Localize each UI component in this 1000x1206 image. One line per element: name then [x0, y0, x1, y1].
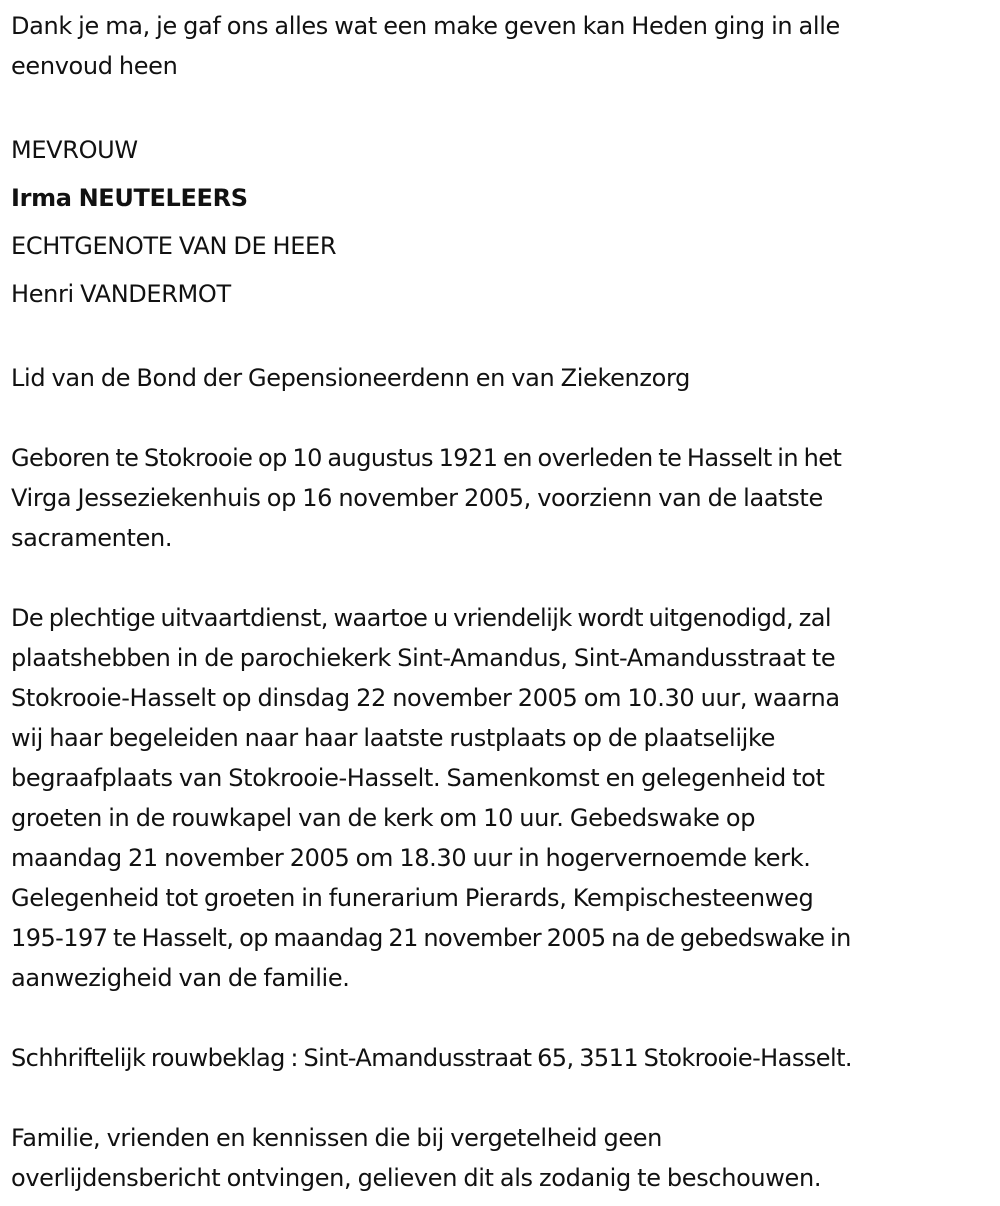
deceased-relation: ECHTGENOTE VAN DE HEER	[11, 232, 337, 260]
membership-paragraph	[11, 358, 996, 398]
service-line-5: begraafplaats van Stokrooie-Hasselt. Samenkomst en gelegenheid tot	[11, 764, 825, 792]
opening-line-2: eenvoud heen	[11, 52, 178, 80]
closing-line-2: overlijdensbericht ontvingen, gelieven dit als zodanig te beschouwen.	[11, 1164, 822, 1192]
deceased-title: MEVROUW	[11, 136, 138, 164]
birth-death-line-1: Geboren te Stokrooie op 10 augustus 1921 en overleden te Hasselt in het	[11, 444, 842, 472]
spacer	[11, 998, 996, 1038]
deceased-block	[11, 126, 996, 318]
spacer	[11, 558, 996, 598]
condolences-address: Schhriftelijk rouwbeklag : Sint-Amandusstraat 65, 3511 Stokrooie-Hasselt.	[11, 1044, 853, 1072]
service-line-8: Gelegenheid tot groeten in funerarium Pierards, Kempischesteenweg	[11, 884, 814, 912]
closing-line-1: Familie, vrienden en kennissen die bij vergetelheid geen	[11, 1124, 663, 1152]
service-paragraph	[11, 598, 996, 998]
opening-line-1: Dank je ma, je gaf ons alles wat een make geven kan Heden ging in alle	[11, 12, 840, 40]
obituary-notice	[11, 6, 996, 1198]
service-line-4: wij haar begeleiden naar haar laatste rustplaats op de plaatselijke	[11, 724, 776, 752]
service-line-3: Stokrooie-Hasselt op dinsdag 22 november 2005 om 10.30 uur, waarna	[11, 684, 840, 712]
condolences-paragraph	[11, 1038, 996, 1078]
spacer	[11, 1078, 996, 1118]
service-line-9: 195-197 te Hasselt, op maandag 21 november 2005 na de gebedswake in	[11, 924, 851, 952]
opening-verse	[11, 6, 996, 86]
deceased-name: Irma NEUTELEERS	[11, 184, 248, 212]
service-line-6: groeten in de rouwkapel van de kerk om 10 uur. Gebedswake op	[11, 804, 756, 832]
service-line-1: De plechtige uitvaartdienst, waartoe u vriendelijk wordt uitgenodigd, zal	[11, 604, 832, 632]
spouse-name: Henri VANDERMOT	[11, 280, 231, 308]
birth-death-paragraph	[11, 438, 996, 558]
service-line-7: maandag 21 november 2005 om 18.30 uur in hogervernoemde kerk.	[11, 844, 811, 872]
birth-death-line-2: Virga Jesseziekenhuis op 16 november 2005, voorzienn van de laatste	[11, 484, 823, 512]
birth-death-line-3: sacramenten.	[11, 524, 173, 552]
spacer	[11, 318, 996, 358]
spacer	[11, 398, 996, 438]
membership-line: Lid van de Bond der Gepensioneerdenn en van Ziekenzorg	[11, 364, 690, 392]
closing-paragraph	[11, 1118, 996, 1198]
service-line-10: aanwezigheid van de familie.	[11, 964, 350, 992]
spacer	[11, 86, 996, 126]
service-line-2: plaatshebben in de parochiekerk Sint-Amandus, Sint-Amandusstraat te	[11, 644, 836, 672]
